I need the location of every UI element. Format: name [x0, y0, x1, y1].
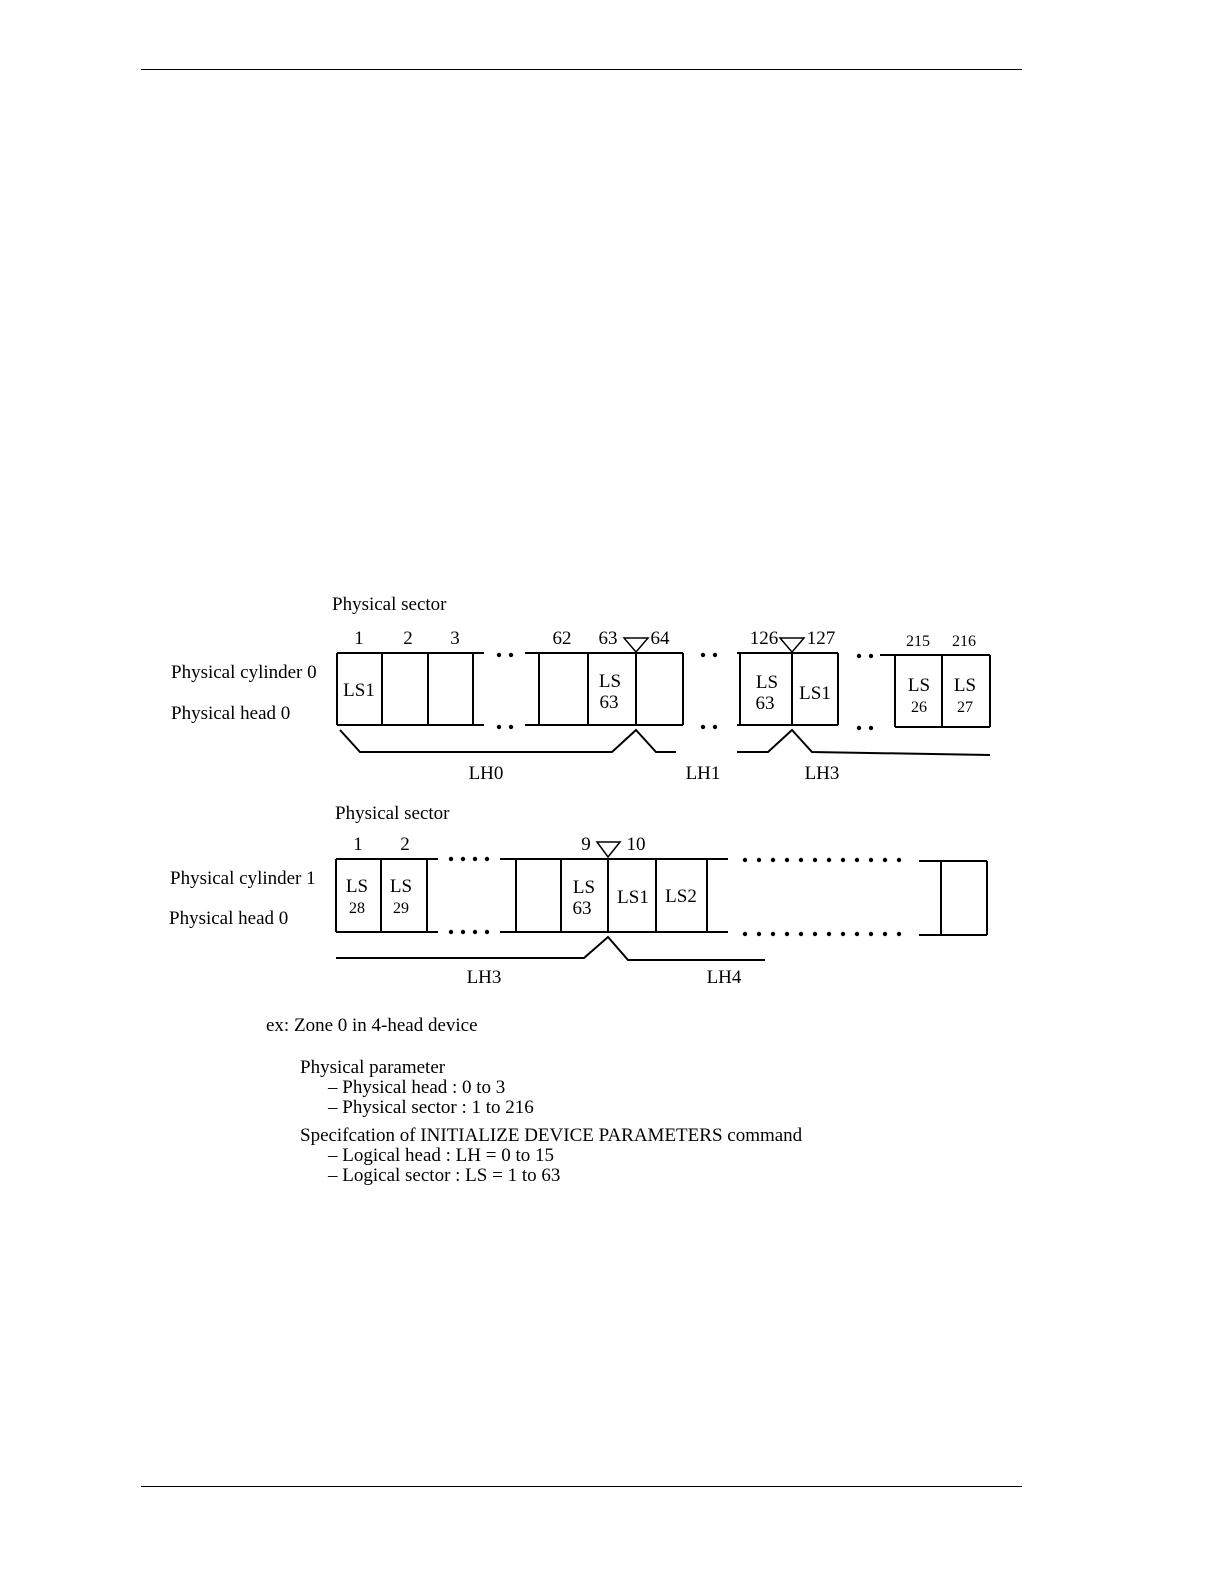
- d1-cell-label: LS1: [799, 683, 831, 704]
- d1-cell-sublabel: 26: [911, 699, 927, 716]
- example-caption: ex: Zone 0 in 4-head device: [266, 1015, 478, 1036]
- d2-cell-label: LS1: [617, 887, 649, 908]
- d2-sector-number: 10: [626, 834, 646, 855]
- d2-title: Physical sector: [335, 803, 450, 824]
- d1-cell-sublabel: 63: [599, 692, 619, 713]
- d2-sector-number: 2: [400, 834, 410, 855]
- d2-logical-head-label: LH3: [466, 967, 502, 988]
- d1-logical-head-label: LH1: [685, 763, 721, 784]
- d1-logical-head-label: LH3: [804, 763, 840, 784]
- d2-sector-number: 1: [353, 834, 363, 855]
- specification-heading: Specifcation of INITIALIZE DEVICE PARAMETERS command: [300, 1125, 803, 1146]
- d1-sector-number: 3: [450, 628, 460, 649]
- logical-head-range: – Logical head : LH = 0 to 15: [328, 1145, 554, 1166]
- d2-cell-sublabel: 29: [393, 900, 409, 917]
- d1-row-label-head: Physical head 0: [171, 703, 291, 724]
- d2-cell-label: LS: [345, 876, 369, 897]
- d1-sector-number: 216: [952, 633, 976, 650]
- d1-sector-number: 215: [906, 633, 930, 650]
- physical-sector-range: – Physical sector : 1 to 216: [328, 1097, 534, 1118]
- d2-row-label-cylinder: Physical cylinder 1: [170, 868, 316, 889]
- d1-logical-head-label: LH0: [468, 763, 504, 784]
- d2-cell-label: LS: [389, 876, 413, 897]
- physical-parameter-heading: Physical parameter: [300, 1057, 446, 1078]
- d1-sector-number: 127: [806, 628, 836, 649]
- d1-sector-number: 63: [598, 628, 618, 649]
- d2-cell-sublabel: 63: [572, 898, 592, 919]
- d1-cell-sublabel: 27: [957, 699, 973, 716]
- d1-sector-number: 2: [403, 628, 413, 649]
- d2-row-label-head: Physical head 0: [169, 908, 289, 929]
- d1-cell-label: LS1: [343, 680, 375, 701]
- d1-row-label-cylinder: Physical cylinder 0: [171, 662, 317, 683]
- d1-sector-number: 64: [650, 628, 670, 649]
- d1-sector-number: 62: [552, 628, 572, 649]
- d2-sector-number: 9: [581, 834, 591, 855]
- d1-cell-label: LS: [907, 675, 931, 696]
- d2-cell-sublabel: 28: [349, 900, 365, 917]
- d2-logical-head-label: LH4: [706, 967, 742, 988]
- d2-cell-label: LS2: [665, 886, 697, 907]
- d2-cell-label: LS: [572, 877, 596, 898]
- d1-cell-label: LS: [755, 672, 779, 693]
- logical-sector-range: – Logical sector : LS = 1 to 63: [328, 1165, 561, 1186]
- d1-title: Physical sector: [332, 594, 447, 615]
- d1-cell-sublabel: 63: [755, 693, 775, 714]
- d1-cell-label: LS: [953, 675, 977, 696]
- d1-cell-label: LS: [598, 671, 622, 692]
- d1-sector-number: 1: [354, 628, 364, 649]
- physical-head-range: – Physical head : 0 to 3: [328, 1077, 506, 1098]
- d1-sector-number: 126: [749, 628, 779, 649]
